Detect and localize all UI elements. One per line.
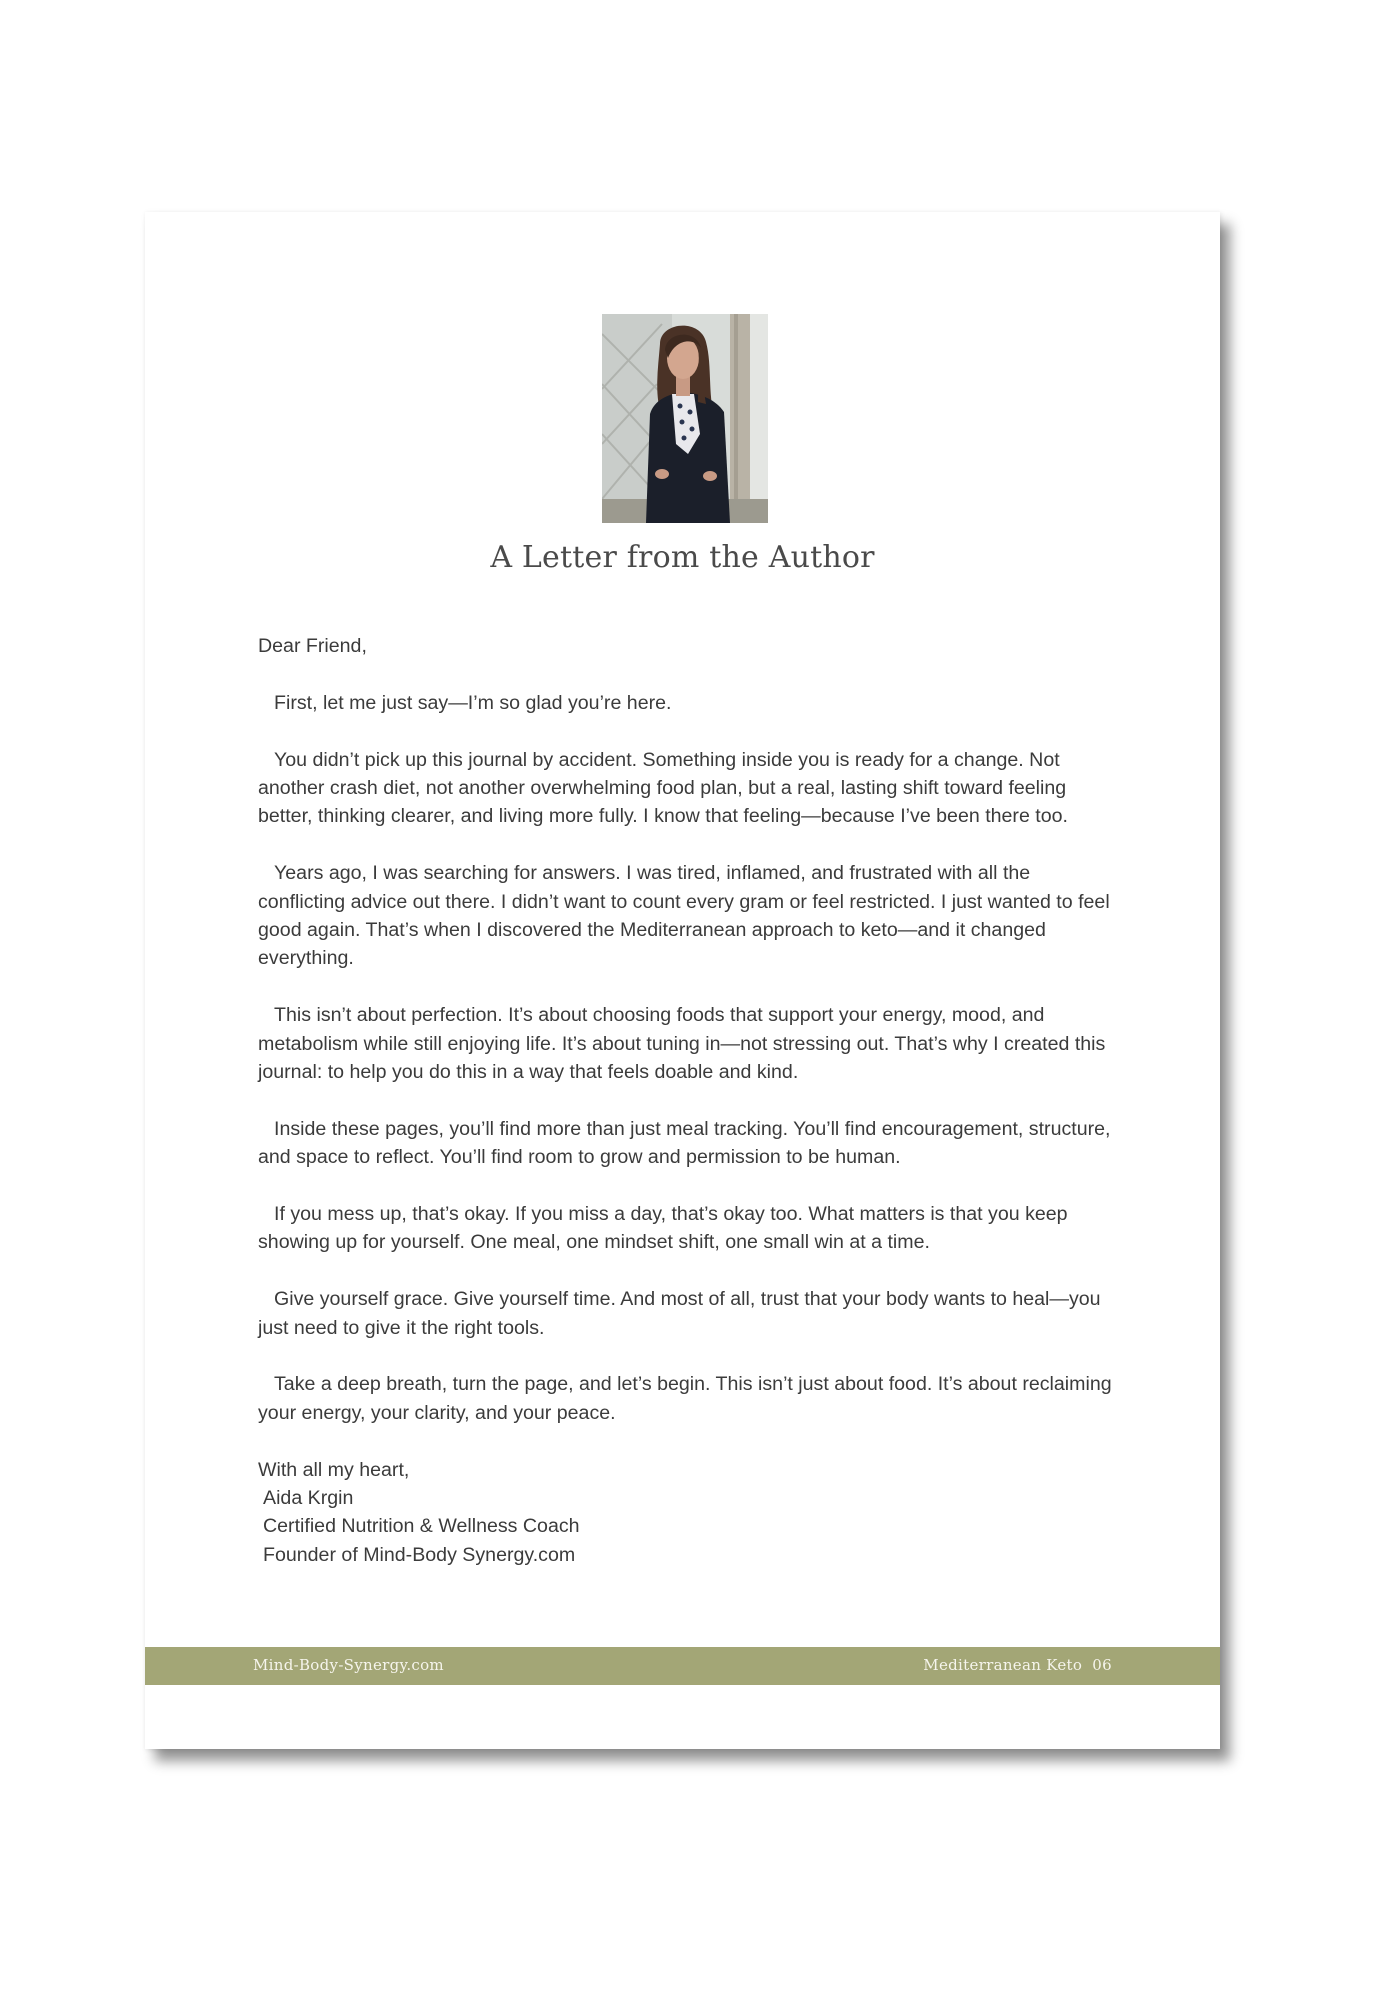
letter-paragraph: Inside these pages, you’ll find more than just meal tracking. You’ll find encouragement, structure, and space to reflect. You’ll find room to grow and permission to be human. [258,1117,1111,1169]
author-role: Certified Nutrition & Wellness Coach [263,1515,580,1538]
author-name: Aida Krgin [263,1487,354,1510]
letter-paragraph: If you mess up, that’s okay. If you miss a day, that’s okay too. What matters is that you keep showing up for yourself. One meal, one mindset shift, one small win at a time. [258,1203,1068,1254]
author-founder: Founder of Mind-Body Synergy.com [263,1543,576,1566]
document-page [145,212,1220,1749]
letter-paragraph: You didn’t pick up this journal by accident. Something inside you is ready for a change. Not another crash diet, not another overwhelming food plan, but a real, lasting shift toward feeling better, thinking clearer, and living more fully. I know that feeling—because I’ve been there too. [258,748,1068,828]
letter-paragraph: Give yourself grace. Give yourself time. And most of all, trust that your body wants to heal—you just need to give it the right tools. [258,1288,1101,1339]
page-footer [145,1647,1220,1685]
letter-paragraph: First, let me just say—I’m so glad you’re here. [274,691,672,714]
footer-website: Mind-Body-Synergy.com [253,1656,444,1674]
signoff [258,1456,1118,1570]
footer-page-label: Mediterranean Keto 06 [923,1656,1112,1674]
letter-paragraph: Years ago, I was searching for answers. I was tired, inflamed, and frustrated with all the conflicting advice out there. I didn’t want to count every gram or feel restricted. I just wanted to feel good again. That’s when I discovered the Mediterranean approach to keto—and it changed everything. [258,862,1110,970]
author-photo [602,314,768,523]
page-title: A Letter from the Author [490,540,875,575]
salutation: Dear Friend, [258,635,367,657]
letter-body [258,632,1118,1569]
letter-paragraph: This isn’t about perfection. It’s about choosing foods that support your energy, mood, and metabolism while still enjoying life. It’s about tuning in—not stressing out. That’s why I created this journal: to help you do this in a way that feels doable and kind. [258,1004,1106,1084]
signoff-closing: With all my heart, [258,1458,410,1481]
letter-paragraph: Take a deep breath, turn the page, and let’s begin. This isn’t just about food. It’s about reclaiming your energy, your clarity, and your peace. [258,1373,1112,1424]
